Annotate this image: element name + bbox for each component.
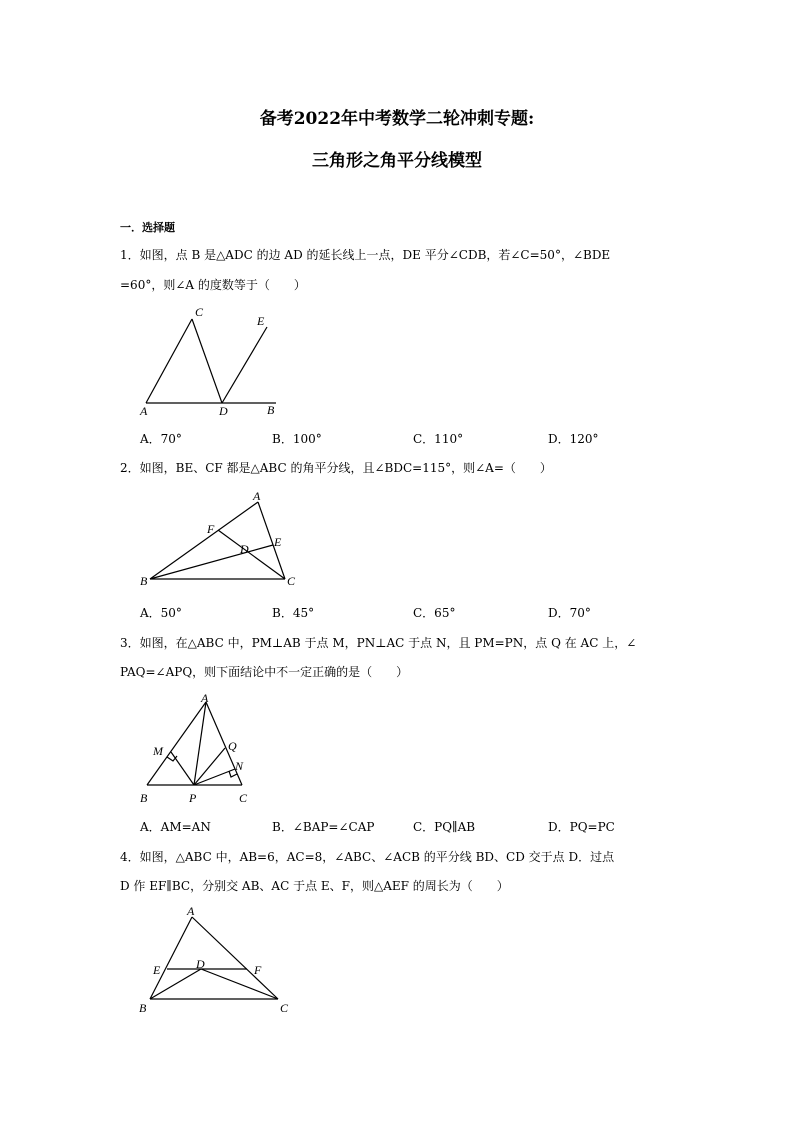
- section-heading: 一．选择题: [120, 221, 175, 234]
- label-A: A: [187, 904, 195, 918]
- question-3-option-d: D．PQ=PC: [548, 820, 615, 834]
- question-2-figure: [140, 487, 305, 592]
- segment-CD: [201, 969, 278, 999]
- question-3-line2: PAQ=∠APQ，则下面结论中不一定正确的是（ ）: [120, 665, 409, 679]
- label-D: D: [219, 404, 228, 418]
- question-1-line1: 1．如图，点 B 是△ADC 的边 AD 的延长线上一点，DE 平分∠CDB，若∠C=50°，∠BDE: [120, 248, 611, 262]
- question-3-line1: 3．如图，在△ABC 中，PM⊥AB 于点 M，PN⊥AC 于点 N，且 PM=PN，点 Q 在 AC 上，∠: [120, 636, 637, 650]
- segment-AC: [146, 319, 192, 403]
- question-3-option-c: C．PQ∥AB: [413, 820, 476, 834]
- label-B: B: [139, 1001, 147, 1015]
- label-F: F: [254, 963, 262, 977]
- question-1-option-b: B．100°: [272, 432, 322, 446]
- question-2-option-a: A．50°: [140, 606, 182, 620]
- question-1-option-d: D．120°: [548, 432, 599, 446]
- page-title-line2: 三角形之角平分线模型: [312, 151, 482, 171]
- label-B: B: [140, 791, 148, 805]
- question-2-option-b: B．45°: [272, 606, 315, 620]
- label-N: N: [235, 759, 244, 773]
- question-4-line1: 4．如图，△ABC 中，AB=6，AC=8，∠ABC、∠ACB 的平分线 BD、CD 交于点 D．过点: [120, 850, 615, 864]
- label-D: D: [240, 542, 249, 556]
- question-1-option-c: C．110°: [413, 432, 464, 446]
- label-M: M: [153, 744, 163, 758]
- question-2-option-d: D．70°: [548, 606, 591, 620]
- label-F: F: [207, 522, 215, 536]
- question-2-option-c: C．65°: [413, 606, 456, 620]
- label-P: P: [189, 791, 197, 805]
- label-D: D: [196, 957, 205, 971]
- question-4-line2: D 作 EF∥BC，分别交 AB、AC 于点 E、F，则△AEF 的周长为（ ）: [120, 879, 509, 893]
- label-E: E: [274, 535, 282, 549]
- label-A: A: [253, 489, 261, 503]
- label-A: A: [201, 691, 209, 705]
- segment-CD: [192, 319, 222, 403]
- label-Q: Q: [228, 739, 237, 753]
- label-B: B: [267, 403, 275, 417]
- label-C: C: [287, 574, 296, 588]
- page-title-line1: 备考2022年中考数学二轮冲刺专题:: [259, 109, 535, 129]
- segment-DE: [222, 327, 267, 403]
- question-3-option-a: A．AM=AN: [140, 820, 211, 834]
- label-E: E: [153, 963, 161, 977]
- question-1-option-a: A．70°: [140, 432, 182, 446]
- question-3-figure: [138, 690, 263, 808]
- question-1-figure: [140, 305, 290, 423]
- segment-AC: [192, 917, 278, 999]
- question-4-figure: [136, 903, 301, 1018]
- label-C: C: [239, 791, 248, 805]
- question-1-line2: =60°，则∠A 的度数等于（ ）: [120, 278, 306, 292]
- label-C: C: [280, 1001, 289, 1015]
- label-A: A: [140, 404, 148, 418]
- segment-BE: [150, 545, 273, 579]
- label-B: B: [140, 574, 148, 588]
- label-E: E: [257, 314, 265, 328]
- segment-BA: [150, 502, 258, 579]
- right-angle-mark-M: [167, 756, 177, 761]
- question-2-line1: 2．如图，BE、CF 都是△ABC 的角平分线，且∠BDC=115°，则∠A=（ ）: [120, 461, 552, 475]
- question-3-option-b: B．∠BAP=∠CAP: [272, 820, 375, 834]
- segment-PM: [171, 752, 194, 785]
- label-C: C: [195, 305, 204, 319]
